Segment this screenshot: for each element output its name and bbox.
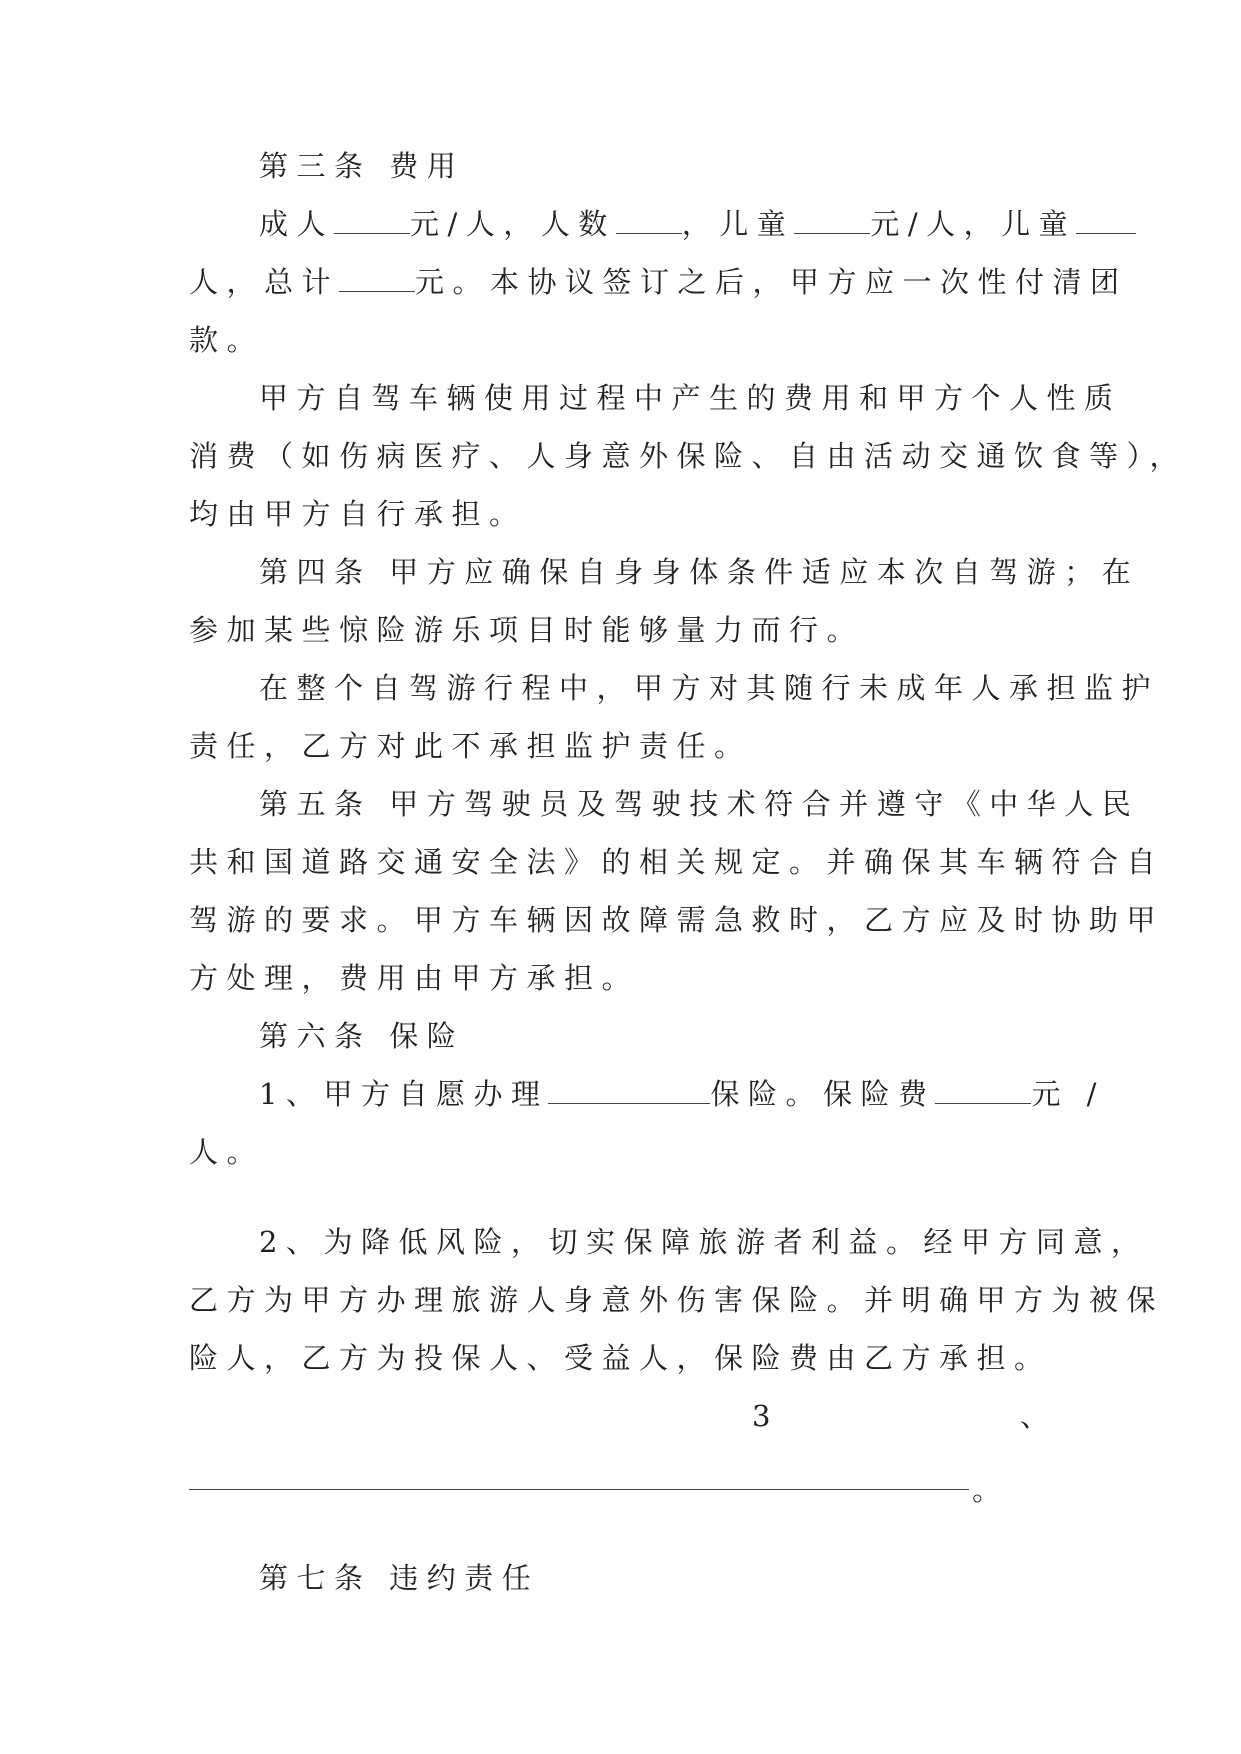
blank-total[interactable] — [339, 267, 415, 292]
self-drive-cost-line: 消费（如伤病医疗、人身意外保险、自由活动交通饮食等）， — [189, 439, 1188, 473]
guardian-line: 在整个自驾游行程中，甲方对其随行未成年人承担监护 — [259, 671, 1160, 705]
article-4-line: 第四条 甲方应确保自身身体条件适应本次自驾游；在 — [259, 555, 1140, 589]
text-segment: 人，总计 — [189, 265, 340, 299]
article-7-title: 第七条 违约责任 — [259, 1561, 540, 1595]
article-5-line: 方处理，费用由甲方承担。 — [189, 961, 640, 995]
insurance-item-1-cont: 人。 — [189, 1135, 265, 1169]
blank-insurance-type[interactable] — [548, 1079, 710, 1104]
blank-adult-count[interactable] — [616, 209, 682, 234]
fee-line-3: 款。 — [189, 323, 265, 357]
fee-line-2 — [0, 262, 1241, 302]
self-drive-cost-line: 甲方自驾车辆使用过程中产生的费用和甲方个人性质 — [259, 381, 1122, 415]
article-6-title: 第六条 保险 — [259, 1019, 465, 1053]
self-drive-cost-line: 均由甲方自行承担。 — [189, 497, 527, 531]
article-3-title: 第三条 费用 — [259, 149, 465, 183]
item-3-number: 3 — [752, 1399, 771, 1433]
text-segment: 成人 — [259, 207, 335, 241]
article-4-line: 参加某些惊险游乐项目时能够量力而行。 — [189, 613, 865, 647]
item-3-mark: 、 — [1020, 1399, 1050, 1433]
blank-child-count[interactable] — [1076, 209, 1136, 234]
text-segment: 1、甲方自愿办理 — [259, 1077, 549, 1111]
text-segment: 元/人，儿童 — [870, 207, 1077, 241]
blank-child-price[interactable] — [794, 209, 870, 234]
article-5-line: 第五条 甲方驾驶员及驾驶技术符合并遵守《中华人民 — [259, 787, 1140, 821]
article-5-line: 共和国道路交通安全法》的相关规定。并确保其车辆符合自 — [189, 845, 1165, 879]
insurance-item-2-line: 2、为降低风险，切实保障旅游者利益。经甲方同意， — [259, 1225, 1149, 1259]
insurance-item-2-line: 乙方为甲方办理旅游人身意外伤害保险。并明确甲方为被保 — [189, 1283, 1165, 1317]
text-segment: 元。本协议签订之后，甲方应一次性付清团 — [415, 265, 1128, 299]
blank-item-3[interactable] — [189, 1488, 969, 1490]
insurance-item-2-line: 险人，乙方为投保人、受益人，保险费由乙方承担。 — [189, 1341, 1052, 1375]
item-3-end: 。 — [972, 1473, 1002, 1507]
text-segment: 保险。保险费 — [710, 1077, 936, 1111]
blank-insurance-fee[interactable] — [935, 1079, 1031, 1104]
article-5-line: 驾游的要求。甲方车辆因故障需急救时，乙方应及时协助甲 — [189, 903, 1165, 937]
text-segment: 元/人，人数 — [410, 207, 616, 241]
guardian-line: 责任，乙方对此不承担监护责任。 — [189, 729, 752, 763]
insurance-item-1 — [0, 1074, 1241, 1114]
blank-adult-price[interactable] — [334, 209, 410, 234]
fee-line-1 — [0, 204, 1241, 244]
text-segment: 元 / — [1031, 1077, 1105, 1111]
text-segment: ，儿童 — [681, 207, 795, 241]
